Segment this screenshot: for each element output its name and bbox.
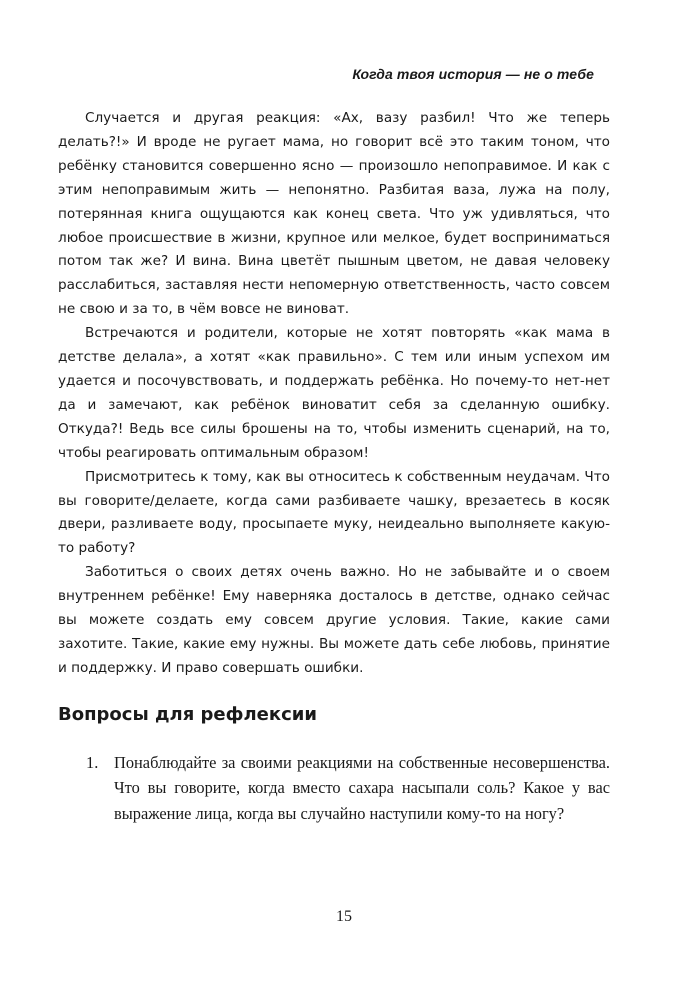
question-list [86,750,610,826]
paragraph: Встречаются и родители, которые не хотят повторять «как мама в детстве делала», а хотят «как правильно». С тем или иным успехом им удается и посочувствовать, и поддержать ребёнка. Но почему-то нет-нет да и замечают, как ребёнок виноватит себя за сделанную ошибку. Откуда?! Ведь все силы брошены на то, чтобы изменить сценарий, на то, чтобы реагировать оптимальным образом! [58,325,610,461]
paragraph: Заботиться о своих детях очень важно. Но не забывайте и о своем внутреннем ребёнке! Ему наверняка досталось в детстве, однако сейчас вы можете создать ему совсем другие условия. Такие, какие сами захотите. Такие, какие ему нужны. Вы можете дать себе любовь, принятие и поддержку. И право совершать ошибки. [58,564,610,676]
body-text [58,107,610,681]
paragraph: Присмотритесь к тому, как вы относитесь к собственным неудачам. Что вы говорите/делаете, когда сами разбиваете чашку, врезаетесь в косяк двери, разливаете воду, просыпаете муку, неидеально выполняете какую-то работу? [58,468,610,557]
list-item [86,750,610,826]
question-number: 1. [86,753,99,772]
page-number: 15 [336,908,352,925]
running-head: Когда твоя история — не о тебе [352,66,594,82]
section-heading: Вопросы для рефлексии [58,704,317,725]
paragraph: Случается и другая реакция: «Ах, вазу разбил! Что же теперь делать?!» И вроде не ругает мама, но говорит всё это таким тоном, что ребёнку становится совершенно ясно — произошло непоправимое. И как с этим непоправимым жить — непонятно. Разбитая ваза, лужа на полу, потерянная книга ощущаются как конец света. Что уж удивляться, что любое происшествие в жизни, крупное или мелкое, будет восприниматься потом так же? И вина. Вина цветёт пышным цветом, не давая человеку расслабиться, заставляя нести непомерную ответственность, часто совсем не свою и за то, в чём вовсе не виноват. [58,110,610,318]
question-text: Понаблюдайте за своими реакциями на собственные несовершенства. Что вы говорите, когда вместо сахара насыпали соль? Какое у вас выражение лица, когда вы случайно наступили кому-то на ногу? [114,753,610,823]
